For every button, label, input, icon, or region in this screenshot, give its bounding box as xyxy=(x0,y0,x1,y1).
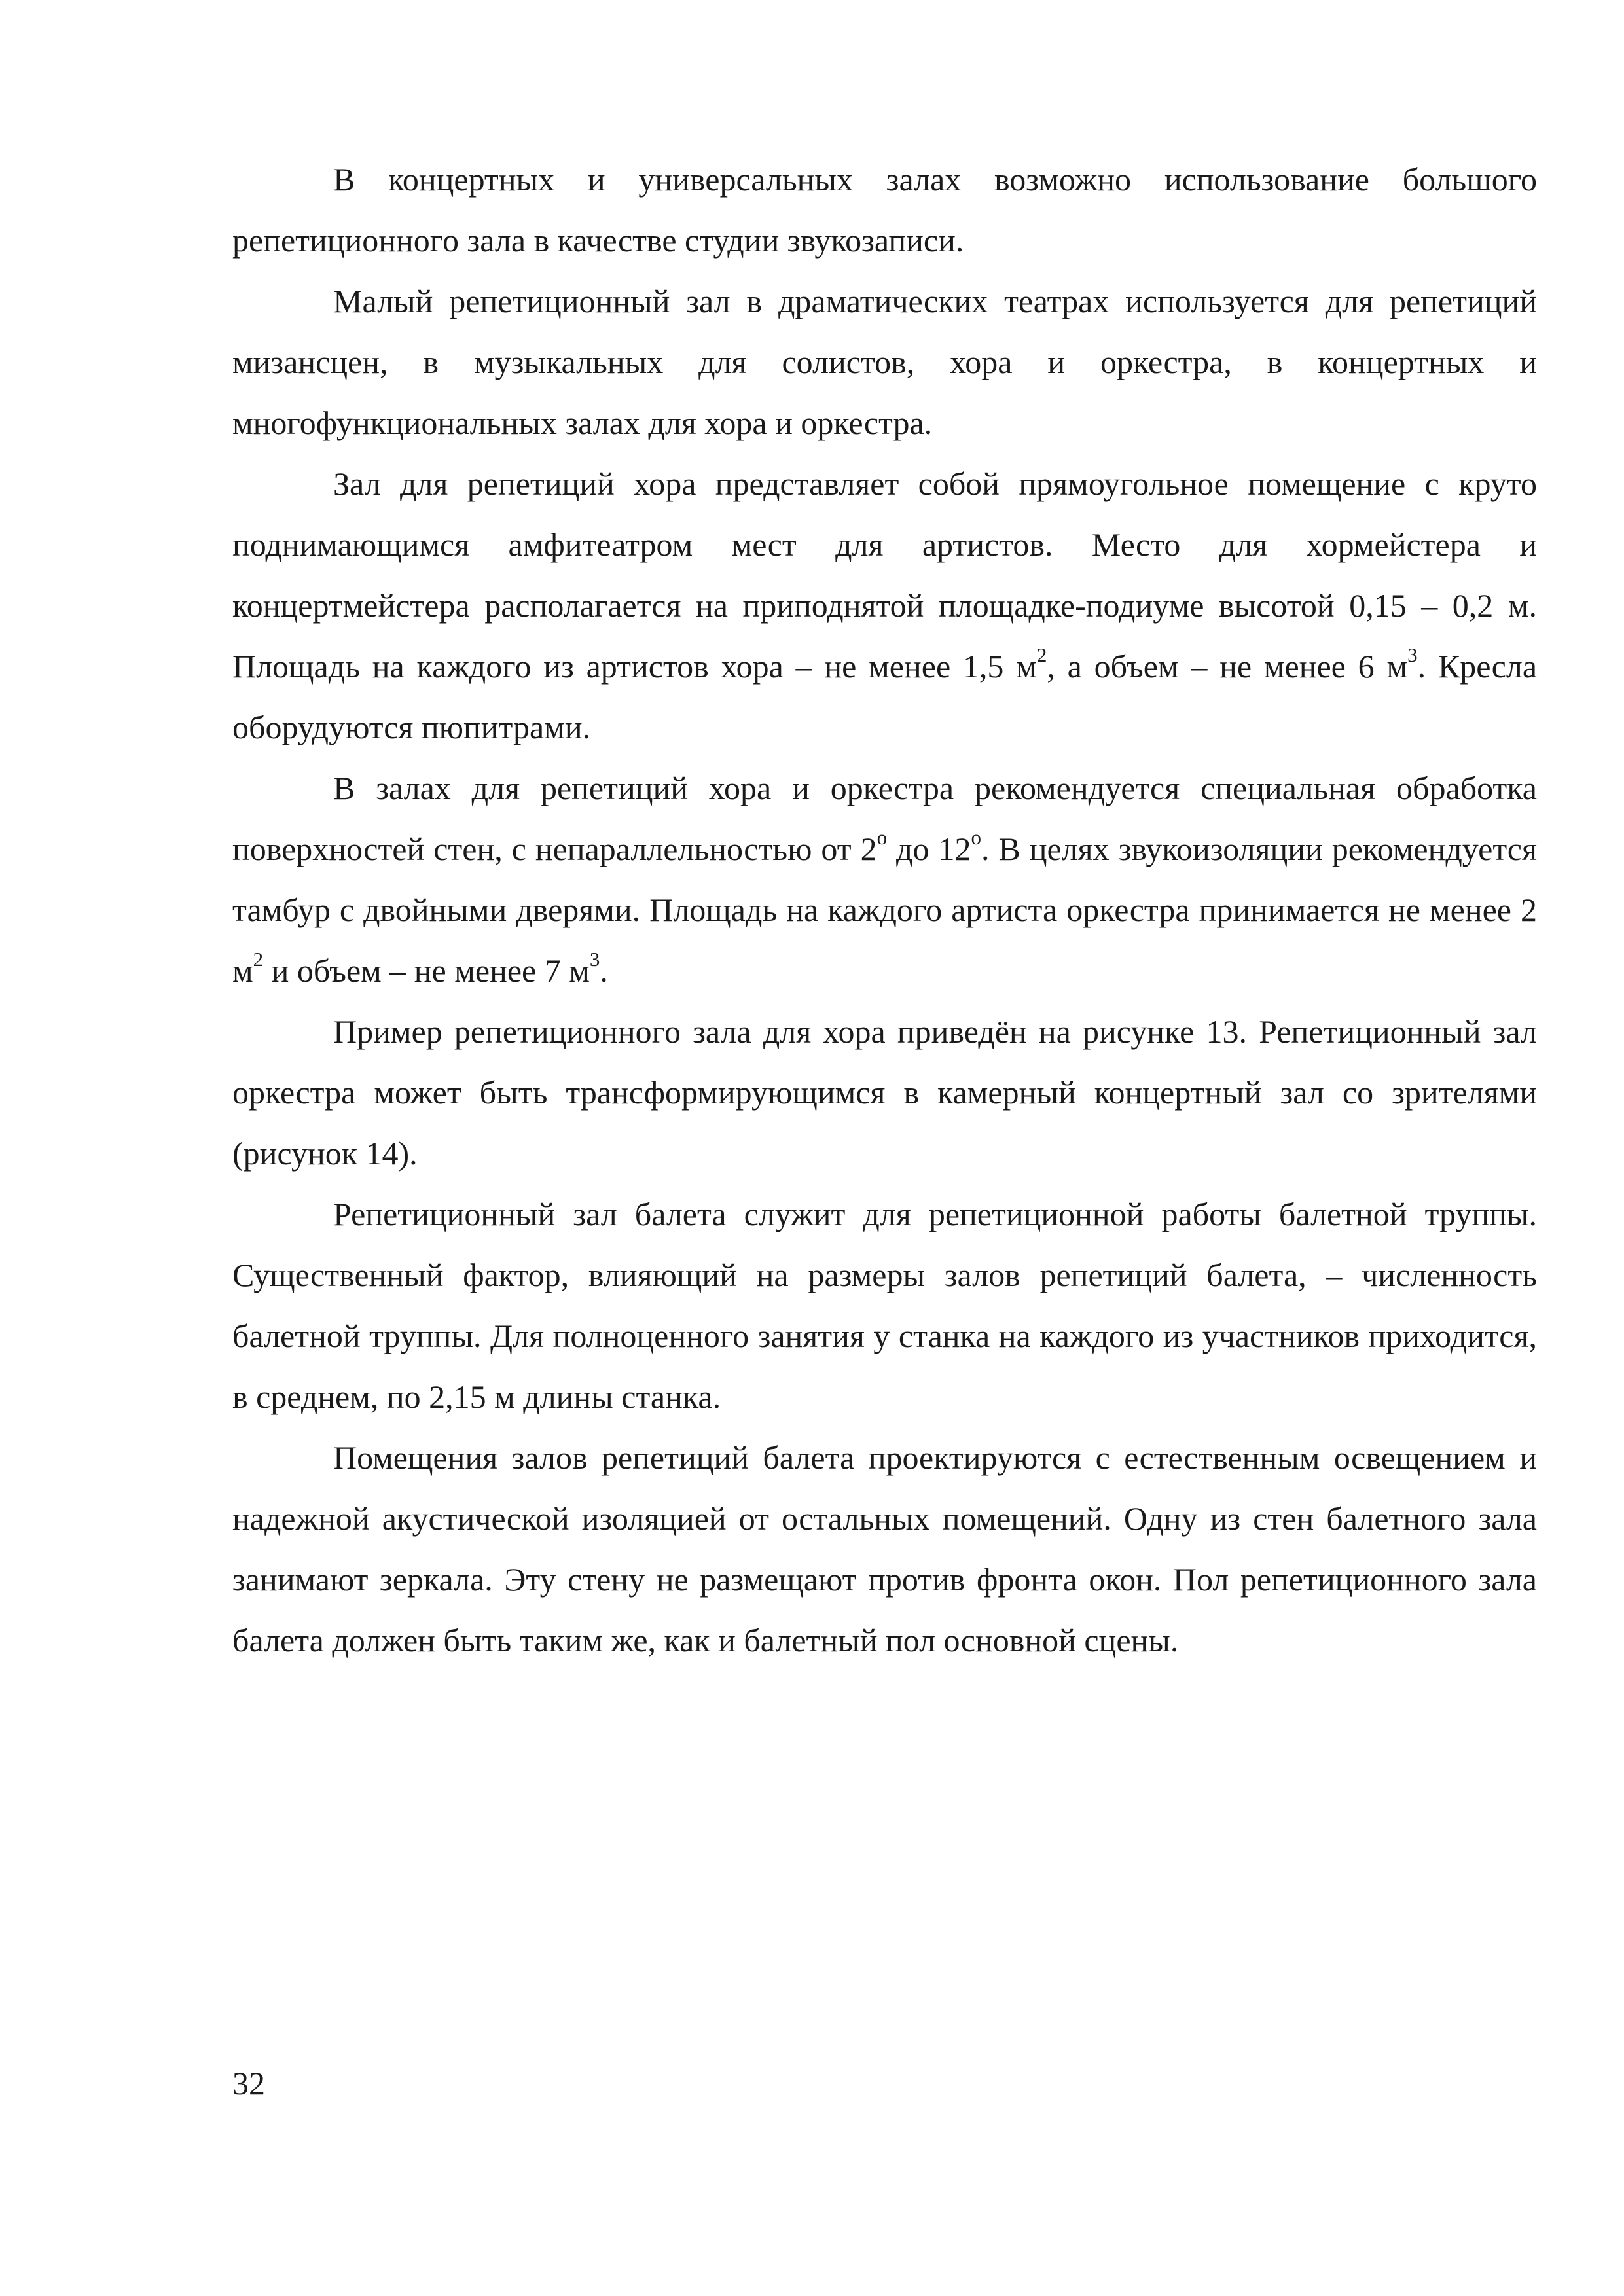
paragraph-3 xyxy=(232,454,1537,758)
superscript: 3 xyxy=(589,948,600,971)
superscript: 2 xyxy=(253,948,264,971)
paragraph-4-text-5: . xyxy=(600,952,608,989)
paragraph-4 xyxy=(232,758,1537,1001)
paragraph-4-text-2: до 12 xyxy=(887,831,971,867)
superscript: 3 xyxy=(1407,643,1418,667)
paragraph-5: Пример репетиционного зала для хора приведён на рисунке 13. Репетиционный зал оркестра может быть трансформирующимся в камерный концертный зал со зрителями (рисунок 14). xyxy=(232,1013,1537,1172)
paragraph-4-text-4: и объем – не менее 7 м xyxy=(263,952,590,989)
paragraph-3-text-1: Зал для репетиций хора представляет собой прямоугольное помещение с круто поднимающимся амфитеатром мест для артистов. Место для хормейстера и концертмейстера располагается на приподнятой площадке-подиуме высотой 0,15 – 0,2 м. Площадь на каждого из артистов хора – не менее 1,5 м xyxy=(232,465,1537,685)
superscript: о xyxy=(971,826,981,850)
paragraph-1: В концертных и универсальных залах возможно использование большого репетиционного зала в качестве студии звукозаписи. xyxy=(232,161,1537,259)
paragraph-2: Малый репетиционный зал в драматических театрах используется для репетиций мизансцен, в музыкальных для солистов, хора и оркестра, в концертных и многофункциональных залах для хора и оркестра. xyxy=(232,283,1537,441)
body-text xyxy=(232,149,1537,1671)
paragraph-3-text-2: , а объем – не менее 6 м xyxy=(1047,648,1408,685)
paragraph-3-text-3: . Кресла оборудуются пюпитрами. xyxy=(232,648,1538,745)
page-number: 32 xyxy=(232,2065,265,2102)
superscript: 2 xyxy=(1036,643,1047,667)
paragraph-4-text-3: . В целях звукоизоляции рекомендуется тамбур с двойными дверями. Площадь на каждого артиста оркестра принимается не менее 2 м xyxy=(232,831,1537,989)
superscript: о xyxy=(876,826,888,850)
paragraph-4-text-1: В залах для репетиций хора и оркестра рекомендуется специальная обработка поверхностей стен, с непараллельностью от 2 xyxy=(232,770,1537,867)
paragraph-7: Помещения залов репетиций балета проектируются с естественным освещением и надежной акустической изоляцией от остальных помещений. Одну из стен балетного зала занимают зеркала. Эту стену не размещают против фронта окон. Пол репетиционного зала балета должен быть таким же, как и балетный пол основной сцены. xyxy=(232,1439,1537,1659)
paragraph-6: Репетиционный зал балета служит для репетиционной работы балетной труппы. Существенный фактор, влияющий на размеры залов репетиций балета, – численность балетной труппы. Для полноценного занятия у станка на каждого из участников приходится, в среднем, по 2,15 м длины станка. xyxy=(232,1196,1537,1415)
